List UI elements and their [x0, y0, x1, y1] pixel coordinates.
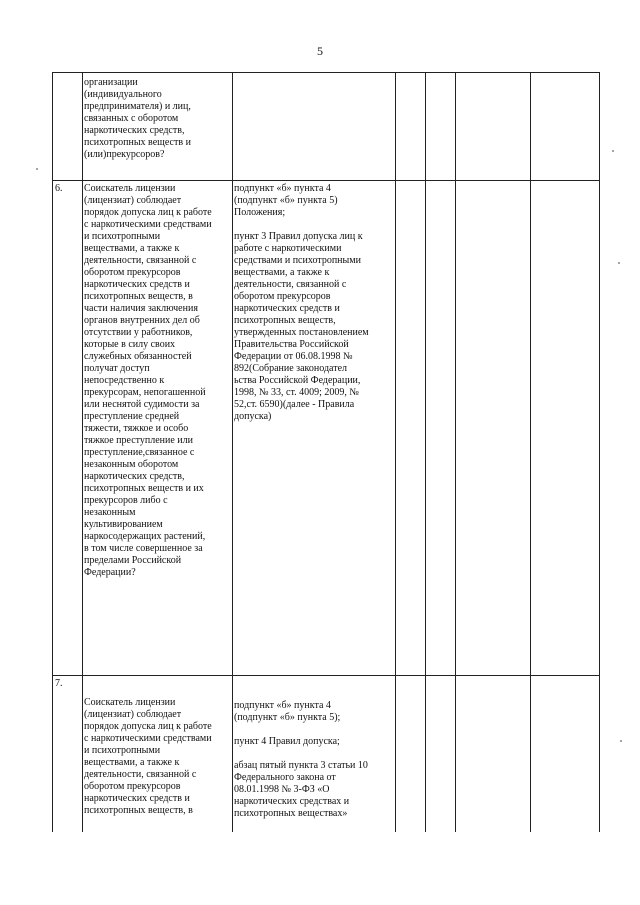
table-rule-col7 — [599, 72, 600, 832]
scan-speck — [612, 150, 614, 152]
table-rule-row7 — [52, 675, 600, 676]
table-rule-top — [52, 72, 600, 73]
table-rule-col0 — [52, 72, 53, 832]
table-rule-col2 — [232, 72, 233, 832]
table-rule-col6 — [530, 72, 531, 832]
table-rule-col4 — [425, 72, 426, 832]
scan-speck — [618, 262, 620, 264]
scan-speck — [620, 740, 622, 742]
row-requirement-text: организации (индивидуального предпринимателя) и лиц, связанных с оборотом наркотических средств, психотропных веществ и (или)прекурсоров? — [84, 77, 191, 160]
row-number: 6. — [55, 183, 63, 194]
row-requirement-text: Соискатель лицензии (лицензиат) соблюдает порядок допуска лиц к работе с наркотическими средствами и психотропными веществами, а также к деятельности, связанной с оборотом прекурсоров наркотических средств и психотропных веществ, в части наличия заключения органов внутренних дел об отсутствии у работников, которые в силу своих служебных обязанностей получат доступ непосредственно к прекурсорам, непогашенной или неснятой судимости за преступление средней тяжести, тяжкое и особо тяжкое преступление или преступление,связанное с незаконным оборотом наркотических средств, психотропных веществ и их прекурсоров либо с незаконным культивированием наркосодержащих растений, в том числе совершенное за пределами Российской Федерации? — [84, 183, 212, 578]
row-number: 7. — [55, 678, 63, 689]
row-reference-text: подпункт «б» пункта 4 (подпункт «б» пункта 5); пункт 4 Правил допуска; абзац пятый пункта 3 статьи 10 Федерального закона от 08.01.1998 № 3-ФЗ «О наркотических средствах и психотропных веществах» — [234, 700, 368, 819]
page-number: 5 — [317, 44, 323, 58]
table-rule-col5 — [455, 72, 456, 832]
row-requirement-text: Соискатель лицензии (лицензиат) соблюдает порядок допуска лиц к работе с наркотическими средствами и психотропными веществами, а также к деятельности, связанной с оборотом прекурсоров наркотических средств и психотропных веществ, в — [84, 697, 212, 816]
scan-speck — [36, 168, 38, 170]
table-rule-row6 — [52, 180, 600, 181]
table-rule-col1 — [82, 72, 83, 832]
row-reference-text: подпункт «б» пункта 4 (подпункт «б» пункта 5) Положения; пункт 3 Правил допуска лиц к работе с наркотическими средствами и психотропными веществами, а также к деятельности, связанной с оборотом прекурсоров наркотических средств и психотропных веществ, утвержденных постановлением Правительства Российской Федерации от 06.08.1998 № 892(Собрание законодател ьства Российской Федерации, 1998, № 33, ст. 4009; 2009, № 52,ст. 6590)(далее - Правила допуска) — [234, 183, 369, 422]
